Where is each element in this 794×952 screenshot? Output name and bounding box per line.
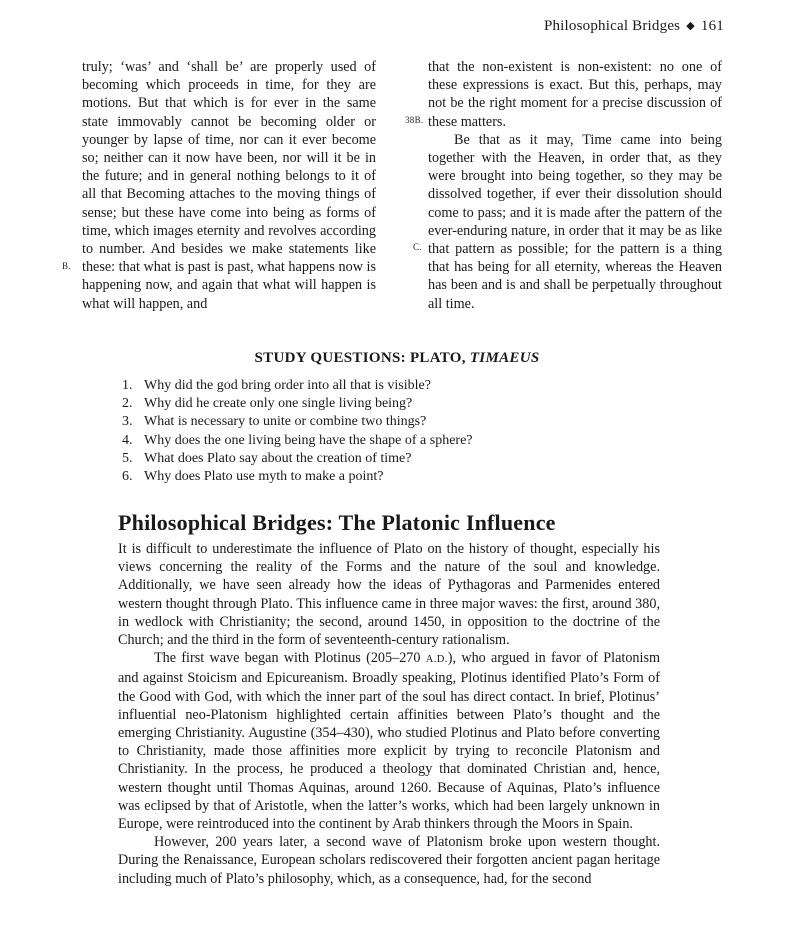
right-column-paragraph-1: that the non-existent is non-existent: no one of these expressions is exact. But this, perhaps, may not be the right moment for a precise discussion of these matters. xyxy=(428,59,722,130)
question-text: What does Plato say about the creation of time? xyxy=(144,450,412,466)
list-item xyxy=(122,450,473,468)
marginal-ref-38b: 38B. xyxy=(405,115,424,125)
study-questions-list xyxy=(122,377,473,486)
question-text: Why does the one living being have the shape of a sphere? xyxy=(144,432,473,448)
diamond-icon: ◆ xyxy=(686,20,695,32)
section-paragraph-2-start: The first wave began with Plotinus (205–270 xyxy=(154,650,426,667)
question-number: 2. xyxy=(122,396,133,412)
section-heading: Philosophical Bridges: The Platonic Influence xyxy=(118,510,556,535)
marginal-ref-c: C. xyxy=(413,242,422,252)
running-header-title: Philosophical Bridges xyxy=(543,18,681,34)
question-text: Why does Plato use myth to make a point? xyxy=(144,469,384,485)
question-number: 1. xyxy=(122,378,133,393)
section-paragraph-1: It is difficult to underestimate the influence of Plato on the history of thought, especially his views concerning the reality of the Forms and the nature of the soul and knowledge. Additionally, we have seen already how the ideas of Pythagoras and Parmenides entered western thought through Plato. This influence came in three major waves: the first, around 380, in wedlock with Christianity; the second, around 1450, in opposition to the doctrine of the Church; and the third in the form of seventeenth-century rationalism. xyxy=(118,541,660,649)
section-paragraph-2 xyxy=(118,649,660,833)
section-body xyxy=(118,540,660,888)
question-number: 6. xyxy=(122,469,133,485)
question-number: 3. xyxy=(122,414,133,430)
section-paragraph-3: However, 200 years later, a second wave of Platonism broke upon western thought. During the Renaissance, European scholars rediscovered their forgotten ancient pagan heritage including much of Plato’s philosophy, which, as a consequence, had, for the second xyxy=(118,834,660,887)
study-questions-heading-work: TIMAEUS xyxy=(469,350,540,366)
list-item xyxy=(122,395,473,413)
right-column xyxy=(428,58,722,313)
question-number: 5. xyxy=(122,450,133,466)
list-item xyxy=(122,432,473,450)
marginal-ref-b: B. xyxy=(62,261,71,271)
question-text: Why did he create only one single living being? xyxy=(144,396,413,412)
list-item xyxy=(122,377,473,395)
question-text: What is necessary to unite or combine two things? xyxy=(144,414,427,430)
study-questions-heading xyxy=(0,350,794,367)
running-header xyxy=(544,18,724,35)
left-column xyxy=(82,58,376,313)
study-questions-heading-prefix: STUDY QUESTIONS: PLATO, xyxy=(254,350,470,366)
question-text: Why did the god bring order into all that is visible? xyxy=(144,378,431,393)
list-item xyxy=(122,468,473,486)
era-abbreviation: A.D. xyxy=(425,654,448,666)
list-item xyxy=(122,413,473,431)
section-paragraph-2-rest: ), who argued in favor of Platonism and against Stoicism and Epicureanism. Broadly speaking, Plotinus identified Plato’s Form of the Good with God, with which the inner part of the soul has direct contact. In brief, Plotinus’ influential neo-Platonism highlighted certain affinities between Plato’s thought and the emerging Christianity. Augustine (354–430), who studied Plotinus and Plato before converting to Christianity, made those affinities more explicit by trying to reconcile Platonism and Christianity. In the process, he produced a theology that dominated Christian and, hence, western thought until Thomas Aquinas, around 1260. Because of Aquinas, Plato’s influence was eclipsed by that of Aristotle, when the latter’s works, which had been largely unknown in Europe, were reintroduced into the continent by Arab thinkers through the Moors in Spain. xyxy=(118,650,661,833)
left-column-paragraph: truly; ‘was’ and ‘shall be’ are properly used of becoming which proceeds in time, for they are motions. But that which is for ever in the same state immovably cannot be becoming older or younger by lapse of time, nor can it ever become so; neither can it now have been, nor will it be in the future; and in general nothing belongs to it of all that Becoming attaches to the moving things of sense; but these have come into being as forms of time, which images eternity and revolves according to number. And besides we make statements like these: that what is past is past, what happens now is happening now, and again that what will happen is what will happen, and xyxy=(82,59,376,312)
right-column-paragraph-2: Be that as it may, Time came into being together with the Heaven, in order that, as they were brought into being together, so they may be dissolved together, if ever their dissolution should come to pass; and it is made after the pattern of the ever-enduring nature, in order that it may be as like that pattern as possible; for the pattern is a thing that has being for all eternity, whereas the Heaven has been and is and shall be perpetually throughout all time. xyxy=(428,131,722,312)
question-number: 4. xyxy=(122,432,133,448)
page-number: 161 xyxy=(700,18,724,34)
